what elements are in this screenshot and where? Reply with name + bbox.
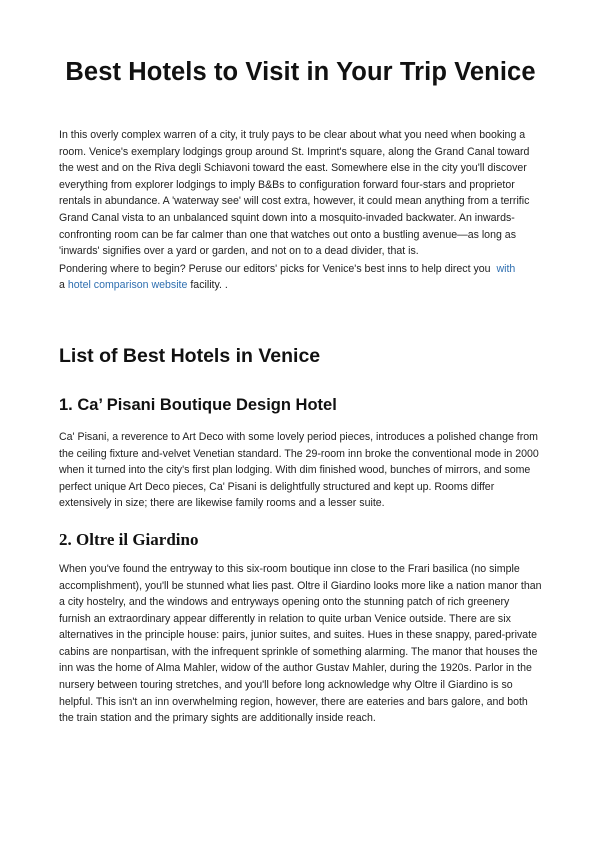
intro-closing-a: a [59,279,65,292]
page-title: Best Hotels to Visit in Your Trip Venice [65,58,536,86]
intro-closing-with: with [496,262,516,275]
hotel-1-heading: 1. Ca’ Pisani Boutique Design Hotel [59,395,337,414]
intro-closing-text: Pondering where to begin? Peruse our editors' picks for Venice's best inns to help direct you [59,262,491,275]
intro-closing-paragraph [59,261,542,294]
hotel-comparison-link[interactable]: hotel comparison website [67,279,188,292]
hotel-2-description: When you've found the entryway to this six-room boutique inn close to the Frari basilica (no simple accomplishment), you'll be stunned what lies past. Oltre il Giardino looks more like a nation manor than a city hostelry, and the windows and entryways opening onto the stunning patch of rich greenery furnish an extraordinary appear differently in relation to quite urban Venice outside. There are six alternatives in the principle house: pairs, junior suites, and suites. Hues in these snappy, pared-private cabins are nonpartisan, with the infrequent sprinkle of something alarming. The manor that houses the inn was the home of Alma Mahler, widow of the author Gustav Mahler, during the 1920s. Parlor in the nursery between touring stretches, and you'll before long acknowledge why Oltre il Giardino is so helpful. This isn't an inn overwhelming region, however, there are eateries and bars galore, and both the train station and the primary sights are additionally inside reach. [59,562,542,725]
intro-closing-end: facility. . [190,279,228,292]
hotel-2-heading: 2. Oltre il Giardino [59,529,199,549]
section-heading: List of Best Hotels in Venice [59,344,321,367]
intro-paragraph: In this overly complex warren of a city, it truly pays to be clear about what you need when booking a room. Venice's exemplary lodgings group around St. Imprint's square, along the Grand Canal toward the west and on the Riva degli Schiavoni toward the east. Somewhere else in the city you'll discover everything from explorer lodgings to imply B&Bs to configuration forward four-stars and proprietor rentals in abundance. A 'waterway see' will cost extra, however, it could mean anything from a terrific Grand Canal vista to an unbalanced squint down into a mosquito-invaded backwater. An inwards-confronting room can be far calmer than one that watches out onto a bustling avenue—as long as 'inwards' signifies over a yard or garden, and not on to a dead divider, that is. [59,129,530,258]
hotel-1-description: Ca' Pisani, a reverence to Art Deco with some lovely period pieces, introduces a polished change from the ceiling fixture and-velvet Venetian standard. The 29-room inn broke the conventional mode in 2000 when it turned into the city's first plan lodging. With dim finished wood, bunches of mirrors, and some perfect unique Art Deco pieces, Ca' Pisani is delightfully structured and kept up. Rooms differ extensively in size; there are likewise family rooms and a lesser suite. [59,430,539,510]
